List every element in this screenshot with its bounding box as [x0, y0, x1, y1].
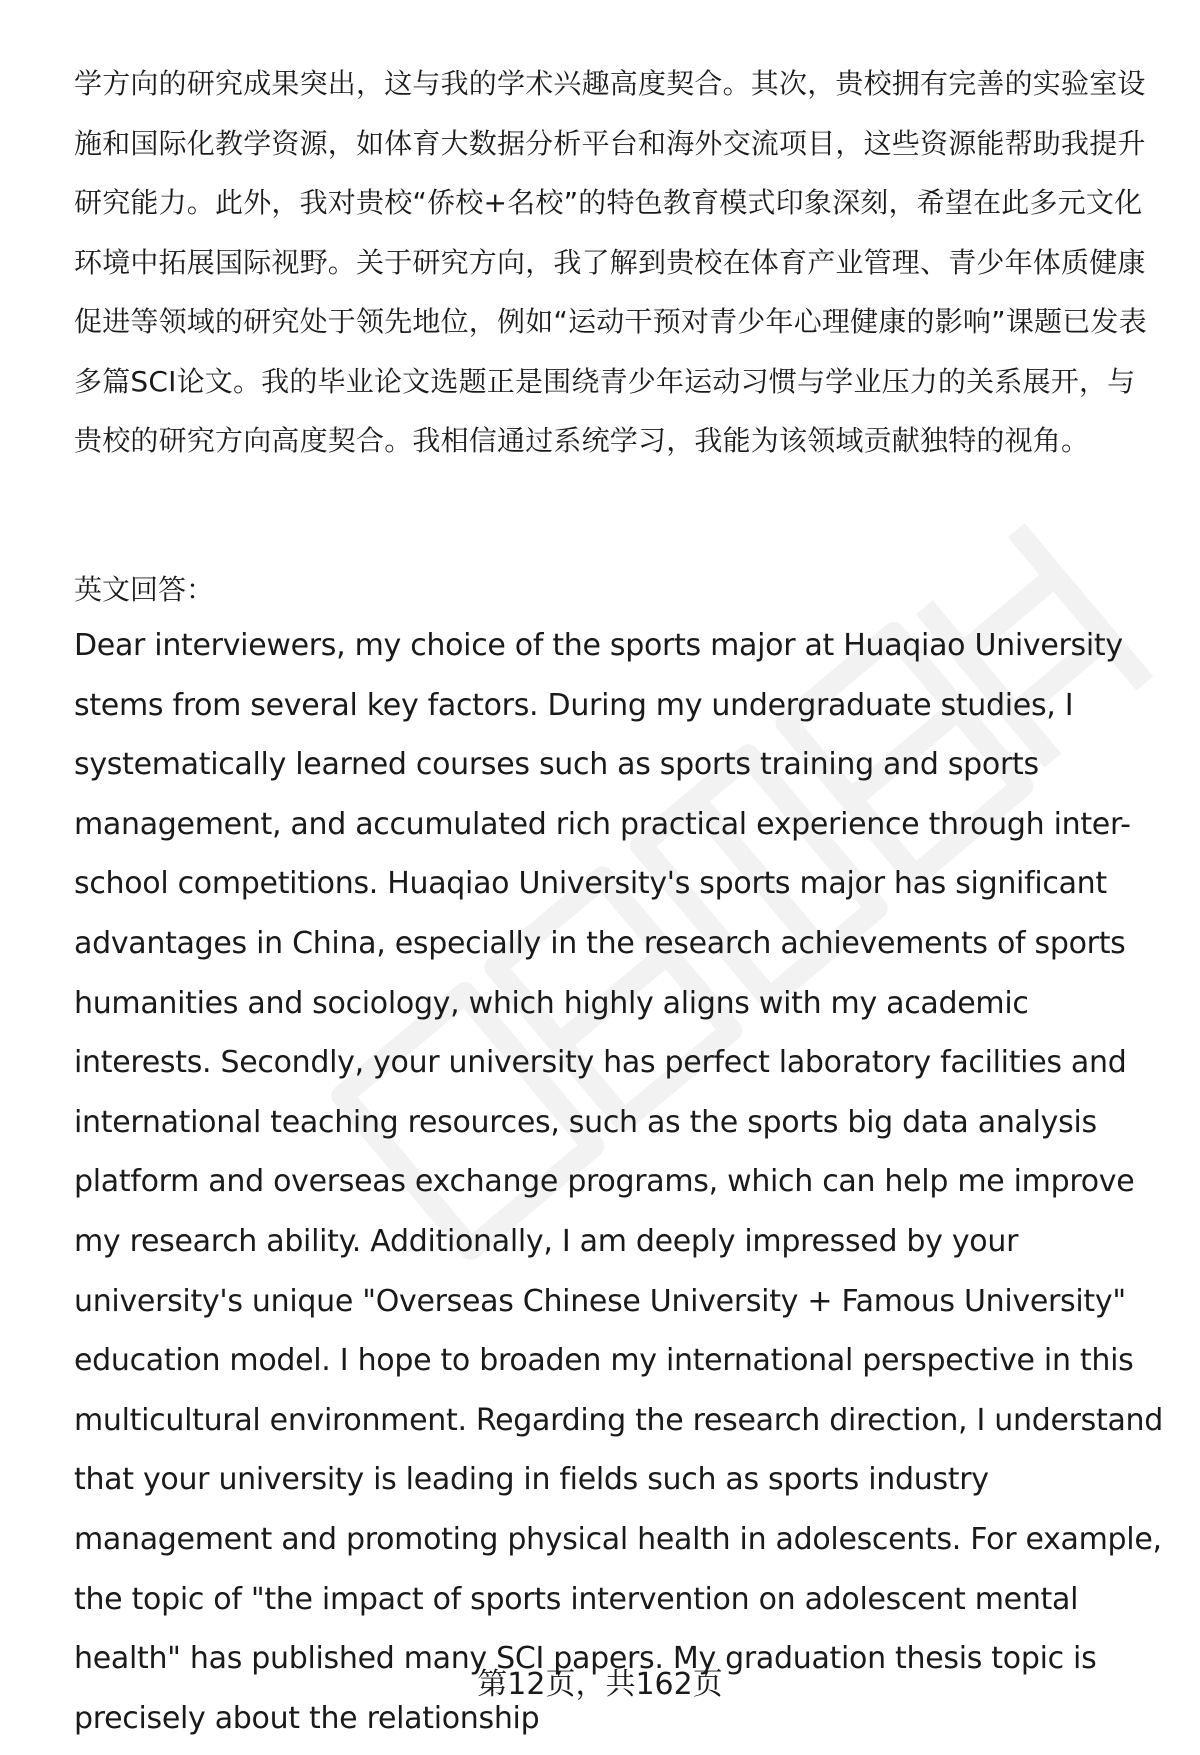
english-answer-paragraph: Dear interviewers, my choice of the sports major at Huaqiao University stems from several key factors. During my undergraduate studies, I systematically learned courses such as sports training and sports management, and accumulated rich practical experience through inter-school competitions. Huaqiao University's sports major has significant advantages in China, especially in the research achievements of sports humanities and sociology, which highly aligns with my academic interests. Secondly, your university has perfect laboratory facilities and international teaching resources, such as the sports big data analysis platform and overseas exchange programs, which can help me improve my research ability. Additionally, I am deeply impressed by your university's unique "Overseas Chinese University + Famous University" education model. I hope to broaden my international perspective in this multicultural environment. Regarding the research direction, I understand that your university is leading in fields such as sports industry management and promoting physical health in adolescents. For example, the topic of "the impact of sports intervention on adolescent mental health" has published many SCI papers. My graduation thesis topic is precisely about the relationship: [74, 628, 1163, 1736]
english-answer-label: 英文回答：: [74, 573, 215, 606]
chinese-answer-paragraph: 学方向的研究成果突出，这与我的学术兴趣高度契合。其次，贵校拥有完善的实验室设施和国际化教学资源，如体育大数据分析平台和海外交流项目，这些资源能帮助我提升研究能力。此外，我对贵校“侨校+名校”的特色教育模式印象深刻，希望在此多元文化环境中拓展国际视野。关于研究方向，我了解到贵校在体育产业管理、青少年体质健康促进等领域的研究处于领先地位，例如“运动干预对青少年心理健康的影响”课题已发表多篇SCI论文。我的毕业论文选题正是围绕青少年运动习惯与学业压力的关系展开，与贵校的研究方向高度契合。我相信通过系统学习，我能为该领域贡献独特的视角。: [74, 67, 1147, 457]
page-footer: 第12页，共162页: [477, 1667, 723, 1702]
